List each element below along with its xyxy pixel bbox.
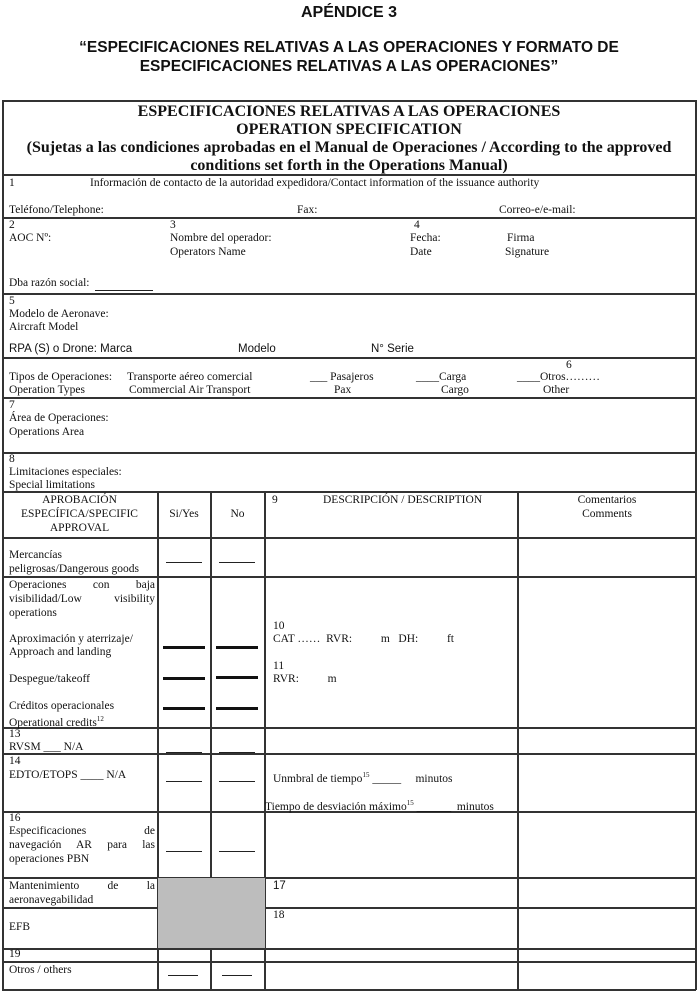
fax-field[interactable]: Fax: (297, 204, 318, 216)
section-number: 17 (273, 880, 286, 892)
row-label: aeronavegabilidad (9, 894, 94, 906)
row-label: EFB (9, 921, 31, 933)
section-number: 16 (9, 812, 21, 824)
form-title-en: OPERATION SPECIFICATION (236, 121, 462, 138)
dba-field[interactable]: Dba razón social: (9, 277, 90, 289)
aircraft-model-field[interactable]: Modelo de Aeronave: (9, 308, 109, 320)
date-field[interactable]: Fecha: (410, 232, 441, 244)
takeoff-label: Despegue/takeoff (9, 673, 90, 685)
no-blank[interactable] (216, 646, 258, 649)
row-label: Mercancías (9, 549, 62, 561)
operator-name-label-en: Operators Name (170, 246, 246, 258)
section-number: 7 (9, 399, 15, 411)
approach-landing-label-en: Approach and landing (9, 646, 112, 658)
form-subtitle-1: (Sujetas a las condiciones aprobadas en el Manual de Operaciones / According to the approved (26, 139, 672, 156)
row-label: Especificaciones de (9, 825, 155, 837)
section-number: 5 (9, 295, 15, 307)
no-blank[interactable] (216, 707, 258, 710)
appendix-title: APÉNDICE 3 (300, 4, 398, 21)
section-number: 8 (9, 453, 15, 465)
yes-blank[interactable] (166, 752, 202, 753)
section-number: 19 (9, 948, 21, 960)
header-yes: Si/Yes (169, 508, 199, 520)
subtitle-line-2: ESPECIFICACIONES RELATIVAS A LAS OPERACIONES” (139, 58, 559, 75)
rvsm-label: RVSM ___ N/A (9, 741, 84, 753)
header-approval: APROBACIÓN (42, 494, 117, 506)
section-number: 13 (9, 728, 21, 740)
section-number: 3 (170, 219, 176, 231)
rpa-serial-field[interactable]: N° Serie (371, 343, 414, 355)
email-field[interactable]: Correo-e/e-mail: (499, 204, 576, 216)
row-label: operations (9, 607, 57, 619)
authority-contact-label: Información de contacto de la autoridad expedidora/Contact information of the issuance authority (90, 177, 540, 189)
row-label: operaciones PBN (9, 853, 90, 865)
row-label: navegación AR para las (9, 839, 155, 851)
other-label-en: Other (543, 384, 570, 396)
phone-field[interactable]: Teléfono/Telephone: (9, 204, 104, 216)
operation-types-label: Tipos de Operaciones: (9, 371, 113, 383)
section-number: 6 (566, 359, 572, 371)
row-label: visibilidad/Low visibility (9, 593, 155, 605)
form-title: ESPECIFICACIONES RELATIVAS A LAS OPERACIONES (137, 103, 561, 120)
no-blank[interactable] (222, 975, 252, 976)
row-label: peligrosas/Dangerous goods (9, 563, 139, 575)
row-label: Operaciones con baja (9, 579, 155, 591)
row-label: Mantenimiento de la (9, 880, 155, 892)
date-label-en: Date (410, 246, 432, 258)
special-limitations-field[interactable]: Limitaciones especiales: (9, 466, 122, 478)
signature-field[interactable]: Firma (507, 232, 535, 244)
section-number: 9 (272, 494, 278, 506)
cat-rvr-dh-field[interactable]: CAT …… RVR: m DH: ft (273, 633, 454, 645)
time-threshold-field[interactable]: Unmbral de tiempo$^{15}$ _____ minutos (273, 771, 453, 785)
cargo-label-en: Cargo (441, 384, 469, 396)
yes-blank[interactable] (166, 851, 202, 852)
operator-name-field[interactable]: Nombre del operador: (170, 232, 272, 244)
yes-blank[interactable] (166, 562, 202, 563)
other-checkbox[interactable]: ____Otros……… (517, 371, 601, 383)
yes-blank[interactable] (168, 975, 198, 976)
row-label: Otros / others (9, 964, 72, 976)
operations-area-label-en: Operations Area (9, 426, 85, 438)
aoc-number-field[interactable]: AOC Nº: (9, 232, 52, 244)
operations-area-field[interactable]: Área de Operaciones: (9, 412, 109, 424)
header-description: DESCRIPCIÓN / DESCRIPTION (323, 494, 483, 506)
operation-types-label-en: Operation Types (9, 384, 85, 396)
subtitle-line-1: “ESPECIFICACIONES RELATIVAS A LAS OPERACIONES Y FORMATO DE (79, 39, 619, 56)
section-number: 4 (414, 219, 420, 231)
yes-blank[interactable] (163, 677, 205, 680)
section-number: 2 (9, 219, 15, 231)
header-approval: ESPECÍFICA/SPECIFIC (21, 508, 138, 520)
header-no: No (230, 508, 245, 520)
operational-credits-label: Créditos operacionales (9, 700, 115, 712)
commercial-transport-label-en: Commercial Air Transport (129, 384, 251, 396)
operational-credits-label-en: Operational credits$^{12}$ (9, 715, 104, 729)
section-number: 14 (9, 755, 21, 767)
commercial-transport-label: Transporte aéreo comercial (127, 371, 253, 383)
header-comments: Comentarios (577, 494, 637, 506)
rpa-brand-field[interactable]: RPA (S) o Drone: Marca (9, 343, 133, 355)
passengers-checkbox[interactable]: ___ Pasajeros (310, 371, 374, 383)
section-number: 18 (273, 909, 285, 921)
no-blank[interactable] (219, 781, 255, 782)
passengers-label-en: Pax (334, 384, 352, 396)
section-number: 10 (273, 620, 285, 632)
no-blank[interactable] (216, 676, 258, 679)
no-blank[interactable] (219, 562, 255, 563)
rpa-model-field[interactable]: Modelo (238, 343, 276, 355)
no-blank[interactable] (219, 851, 255, 852)
aircraft-model-label-en: Aircraft Model (9, 321, 79, 333)
cargo-checkbox[interactable]: ____Carga (416, 371, 467, 383)
signature-label-en: Signature (505, 246, 550, 258)
yes-blank[interactable] (163, 646, 205, 649)
form-subtitle-2: conditions set forth in the Operations Manual) (190, 157, 508, 174)
header-approval: APPROVAL (49, 522, 110, 534)
yes-blank[interactable] (163, 707, 205, 710)
section-number: 1 (9, 177, 15, 189)
takeoff-rvr-field[interactable]: RVR: m (273, 673, 337, 685)
section-number: 11 (273, 660, 285, 672)
approach-landing-label: Aproximación y aterrizaje/ (9, 633, 133, 645)
no-blank[interactable] (219, 752, 255, 753)
yes-blank[interactable] (166, 781, 202, 782)
header-comments-en: Comments (582, 508, 632, 520)
edto-label: EDTO/ETOPS ____ N/A (9, 769, 127, 781)
shaded-cell (158, 878, 265, 948)
max-diversion-time-field[interactable]: Tiempo de desviación máximo$^{15}$ ______ minutos (265, 799, 494, 813)
special-limitations-label-en: Special limitations (9, 479, 95, 491)
